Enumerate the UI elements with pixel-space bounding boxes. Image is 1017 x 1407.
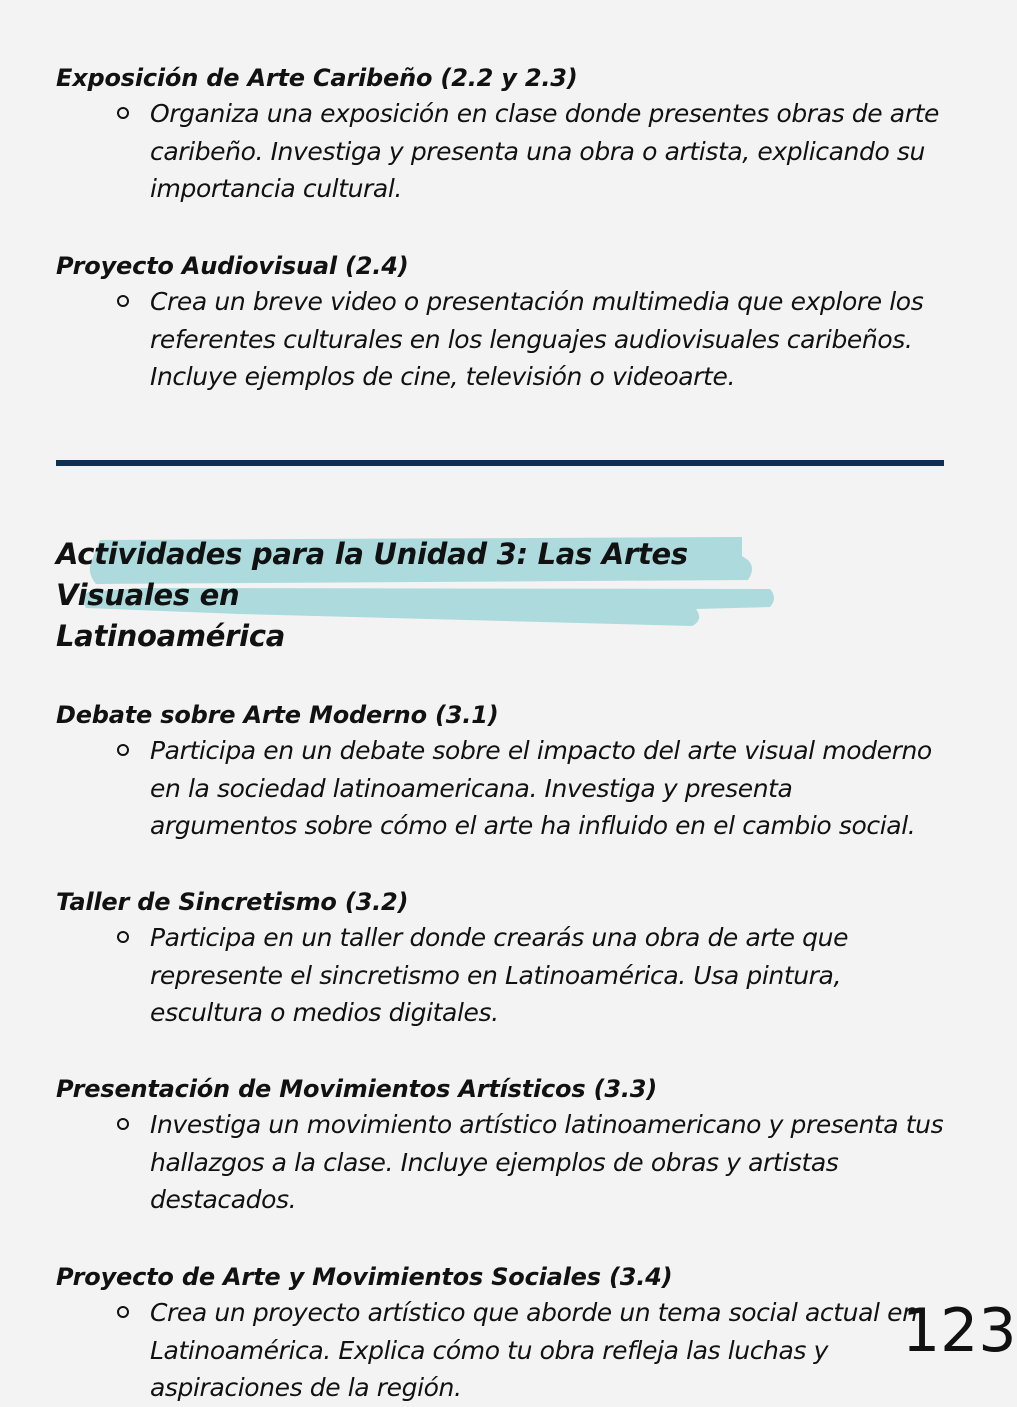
activity-title: Presentación de Movimientos Artísticos (3.3) bbox=[56, 1075, 658, 1103]
activity-description bbox=[150, 95, 950, 208]
description-line: aspiraciones de la región. bbox=[150, 1373, 462, 1402]
unit-heading-line-1: Actividades para la Unidad 3: Las Artes Visuales en bbox=[56, 537, 688, 612]
description-line: argumentos sobre cómo el arte ha influido en el cambio social. bbox=[150, 811, 916, 840]
unit-heading bbox=[56, 534, 816, 657]
description-line: referentes culturales en los lenguajes audiovisuales caribeños. bbox=[150, 324, 913, 354]
description-line: Crea un breve video o presentación multimedia que explore los bbox=[150, 287, 924, 316]
activity-title: Proyecto de Arte y Movimientos Sociales (3.4) bbox=[56, 1263, 673, 1291]
description-line: Latinoamérica. Explica cómo tu obra refleja las luchas y bbox=[150, 1335, 828, 1365]
section-divider bbox=[56, 460, 944, 466]
activity-movimientos bbox=[56, 1073, 956, 1219]
hollow-bullet-icon bbox=[117, 107, 129, 119]
hollow-bullet-icon bbox=[117, 295, 129, 307]
activity-description bbox=[150, 919, 950, 1032]
description-line: caribeño. Investiga y presenta una obra o artista, explicando su bbox=[150, 136, 925, 166]
description-line: Crea un proyecto artístico que aborde un tema social actual en bbox=[150, 1298, 918, 1327]
description-line: Investiga un movimiento artístico latinoamericano y presenta tus bbox=[150, 1110, 944, 1139]
unit-heading-line-2: Latinoamérica bbox=[56, 619, 285, 653]
activity-title: Debate sobre Arte Moderno (3.1) bbox=[56, 701, 499, 729]
description-line: Incluye ejemplos de cine, televisión o videoarte. bbox=[150, 362, 735, 391]
hollow-bullet-icon bbox=[117, 744, 129, 756]
description-line: escultura o medios digitales. bbox=[150, 998, 499, 1027]
activity-debate bbox=[56, 699, 956, 845]
description-line: en la sociedad latinoamericana. Investiga y presenta bbox=[150, 773, 793, 803]
activity-proyecto-social bbox=[56, 1261, 956, 1407]
description-line: Participa en un taller donde crearás una obra de arte que bbox=[150, 923, 849, 952]
activity-taller bbox=[56, 886, 956, 1032]
activity-description bbox=[150, 283, 950, 396]
activity-exposicion bbox=[56, 62, 956, 208]
description-line: Organiza una exposición en clase donde presentes obras de arte bbox=[150, 99, 939, 128]
activity-description bbox=[150, 1106, 950, 1219]
activity-title: Taller de Sincretismo (3.2) bbox=[56, 888, 409, 916]
page-number: 123 bbox=[902, 1296, 1017, 1366]
description-line: destacados. bbox=[150, 1185, 297, 1214]
description-line: represente el sincretismo en Latinoamérica. Usa pintura, bbox=[150, 960, 842, 990]
hollow-bullet-icon bbox=[117, 1306, 129, 1318]
activity-title: Exposición de Arte Caribeño (2.2 y 2.3) bbox=[56, 64, 578, 92]
activity-audiovisual bbox=[56, 250, 956, 396]
hollow-bullet-icon bbox=[117, 1118, 129, 1130]
description-line: importancia cultural. bbox=[150, 174, 402, 203]
activity-description bbox=[150, 1294, 950, 1407]
activity-title: Proyecto Audiovisual (2.4) bbox=[56, 252, 409, 280]
description-line: Participa en un debate sobre el impacto del arte visual moderno bbox=[150, 736, 932, 765]
activity-description bbox=[150, 732, 950, 845]
description-line: hallazgos a la clase. Incluye ejemplos de obras y artistas bbox=[150, 1147, 839, 1177]
hollow-bullet-icon bbox=[117, 931, 129, 943]
